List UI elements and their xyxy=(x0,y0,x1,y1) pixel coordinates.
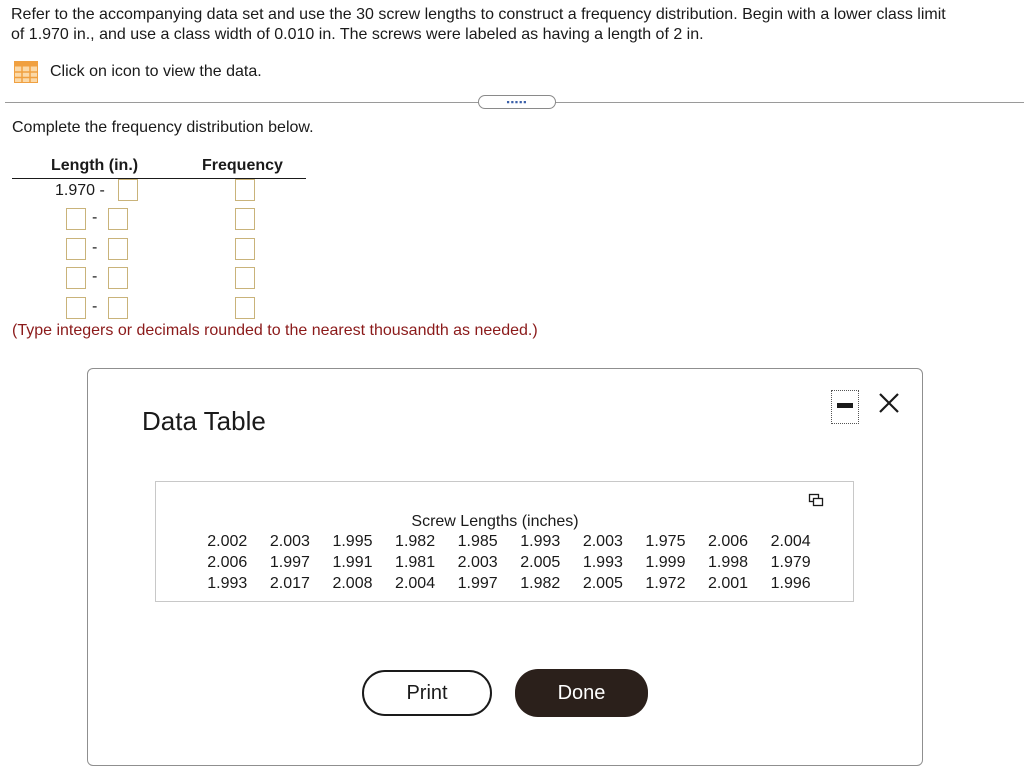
data-cell: 1.993 xyxy=(207,575,248,592)
data-cell: 1.998 xyxy=(708,554,749,571)
row3-frequency-input[interactable] xyxy=(235,238,255,260)
first-lower-limit xyxy=(55,182,105,200)
print-button[interactable]: Print xyxy=(362,670,492,716)
data-cell: 2.008 xyxy=(332,575,373,592)
row4-upper-limit-input[interactable] xyxy=(108,267,128,289)
instruction-text: Complete the frequency distribution below. xyxy=(12,119,314,136)
data-cell: 2.002 xyxy=(207,533,248,550)
data-cell: 1.996 xyxy=(770,575,811,592)
range-dash: - xyxy=(92,268,98,285)
divider-handle[interactable]: ▪▪▪▪▪ xyxy=(478,95,556,109)
close-button[interactable] xyxy=(874,388,904,418)
row1-upper-limit-input[interactable] xyxy=(118,179,138,201)
row1-frequency-input[interactable] xyxy=(235,179,255,201)
data-cell: 2.006 xyxy=(207,554,248,571)
data-cell: 2.004 xyxy=(395,575,436,592)
data-cell: 1.995 xyxy=(332,533,373,550)
data-cell: 2.005 xyxy=(582,575,623,592)
data-caption: Screw Lengths (inches) xyxy=(411,513,579,530)
data-cell: 2.003 xyxy=(457,554,498,571)
data-cell: 1.993 xyxy=(582,554,623,571)
data-cell: 1.975 xyxy=(645,533,686,550)
question-line-2: of 1.970 in., and use a class width of 0.010 in. The screws were labeled as having a length of 2 in. xyxy=(11,26,704,43)
range-dash: - xyxy=(92,209,98,226)
length-column-header: Length (in.) xyxy=(51,157,139,174)
first-lower-limit-value: 1.970 xyxy=(55,182,96,199)
row5-frequency-input[interactable] xyxy=(235,297,255,319)
row2-lower-limit-input[interactable] xyxy=(66,208,86,230)
minimize-icon xyxy=(837,403,853,408)
question-line-1: Refer to the accompanying data set and use the 30 screw lengths to construct a frequency distribution. Begin with a lower class limit xyxy=(11,6,946,23)
data-cell: 1.979 xyxy=(770,554,811,571)
data-cell: 1.982 xyxy=(395,533,436,550)
row2-frequency-input[interactable] xyxy=(235,208,255,230)
data-cell: 2.004 xyxy=(770,533,811,550)
row5-lower-limit-input[interactable] xyxy=(66,297,86,319)
data-cell: 2.003 xyxy=(582,533,623,550)
row3-upper-limit-input[interactable] xyxy=(108,238,128,260)
row4-lower-limit-input[interactable] xyxy=(66,267,86,289)
view-data-text[interactable]: Click on icon to view the data. xyxy=(50,63,262,80)
grid-table-icon[interactable] xyxy=(14,61,38,83)
row5-upper-limit-input[interactable] xyxy=(108,297,128,319)
data-cell: 1.982 xyxy=(520,575,561,592)
range-dash: - xyxy=(99,182,105,199)
copy-icon[interactable] xyxy=(808,492,824,508)
view-data-link[interactable] xyxy=(14,60,262,84)
done-button[interactable]: Done xyxy=(515,669,648,717)
row3-lower-limit-input[interactable] xyxy=(66,238,86,260)
data-cell: 1.997 xyxy=(457,575,498,592)
data-cell: 1.997 xyxy=(269,554,310,571)
data-cell: 1.985 xyxy=(457,533,498,550)
range-dash: - xyxy=(92,298,98,315)
data-cell: 1.991 xyxy=(332,554,373,571)
frequency-column-header: Frequency xyxy=(202,157,283,174)
data-cell: 2.017 xyxy=(269,575,310,592)
data-cell: 2.006 xyxy=(708,533,749,550)
data-cell: 1.981 xyxy=(395,554,436,571)
data-cell: 2.005 xyxy=(520,554,561,571)
dialog-title: Data Table xyxy=(142,406,266,436)
row4-frequency-input[interactable] xyxy=(235,267,255,289)
data-cell: 1.999 xyxy=(645,554,686,571)
minimize-button[interactable] xyxy=(831,390,859,424)
range-dash: - xyxy=(92,239,98,256)
data-cell: 1.972 xyxy=(645,575,686,592)
close-icon xyxy=(874,388,904,418)
table-header-rule xyxy=(12,178,306,179)
data-row xyxy=(196,554,822,572)
data-cell: 1.993 xyxy=(520,533,561,550)
data-row xyxy=(196,533,822,551)
data-cell: 2.003 xyxy=(269,533,310,550)
row2-upper-limit-input[interactable] xyxy=(108,208,128,230)
rounding-hint: (Type integers or decimals rounded to the nearest thousandth as needed.) xyxy=(12,322,538,339)
data-row xyxy=(196,575,822,593)
data-cell: 2.001 xyxy=(708,575,749,592)
